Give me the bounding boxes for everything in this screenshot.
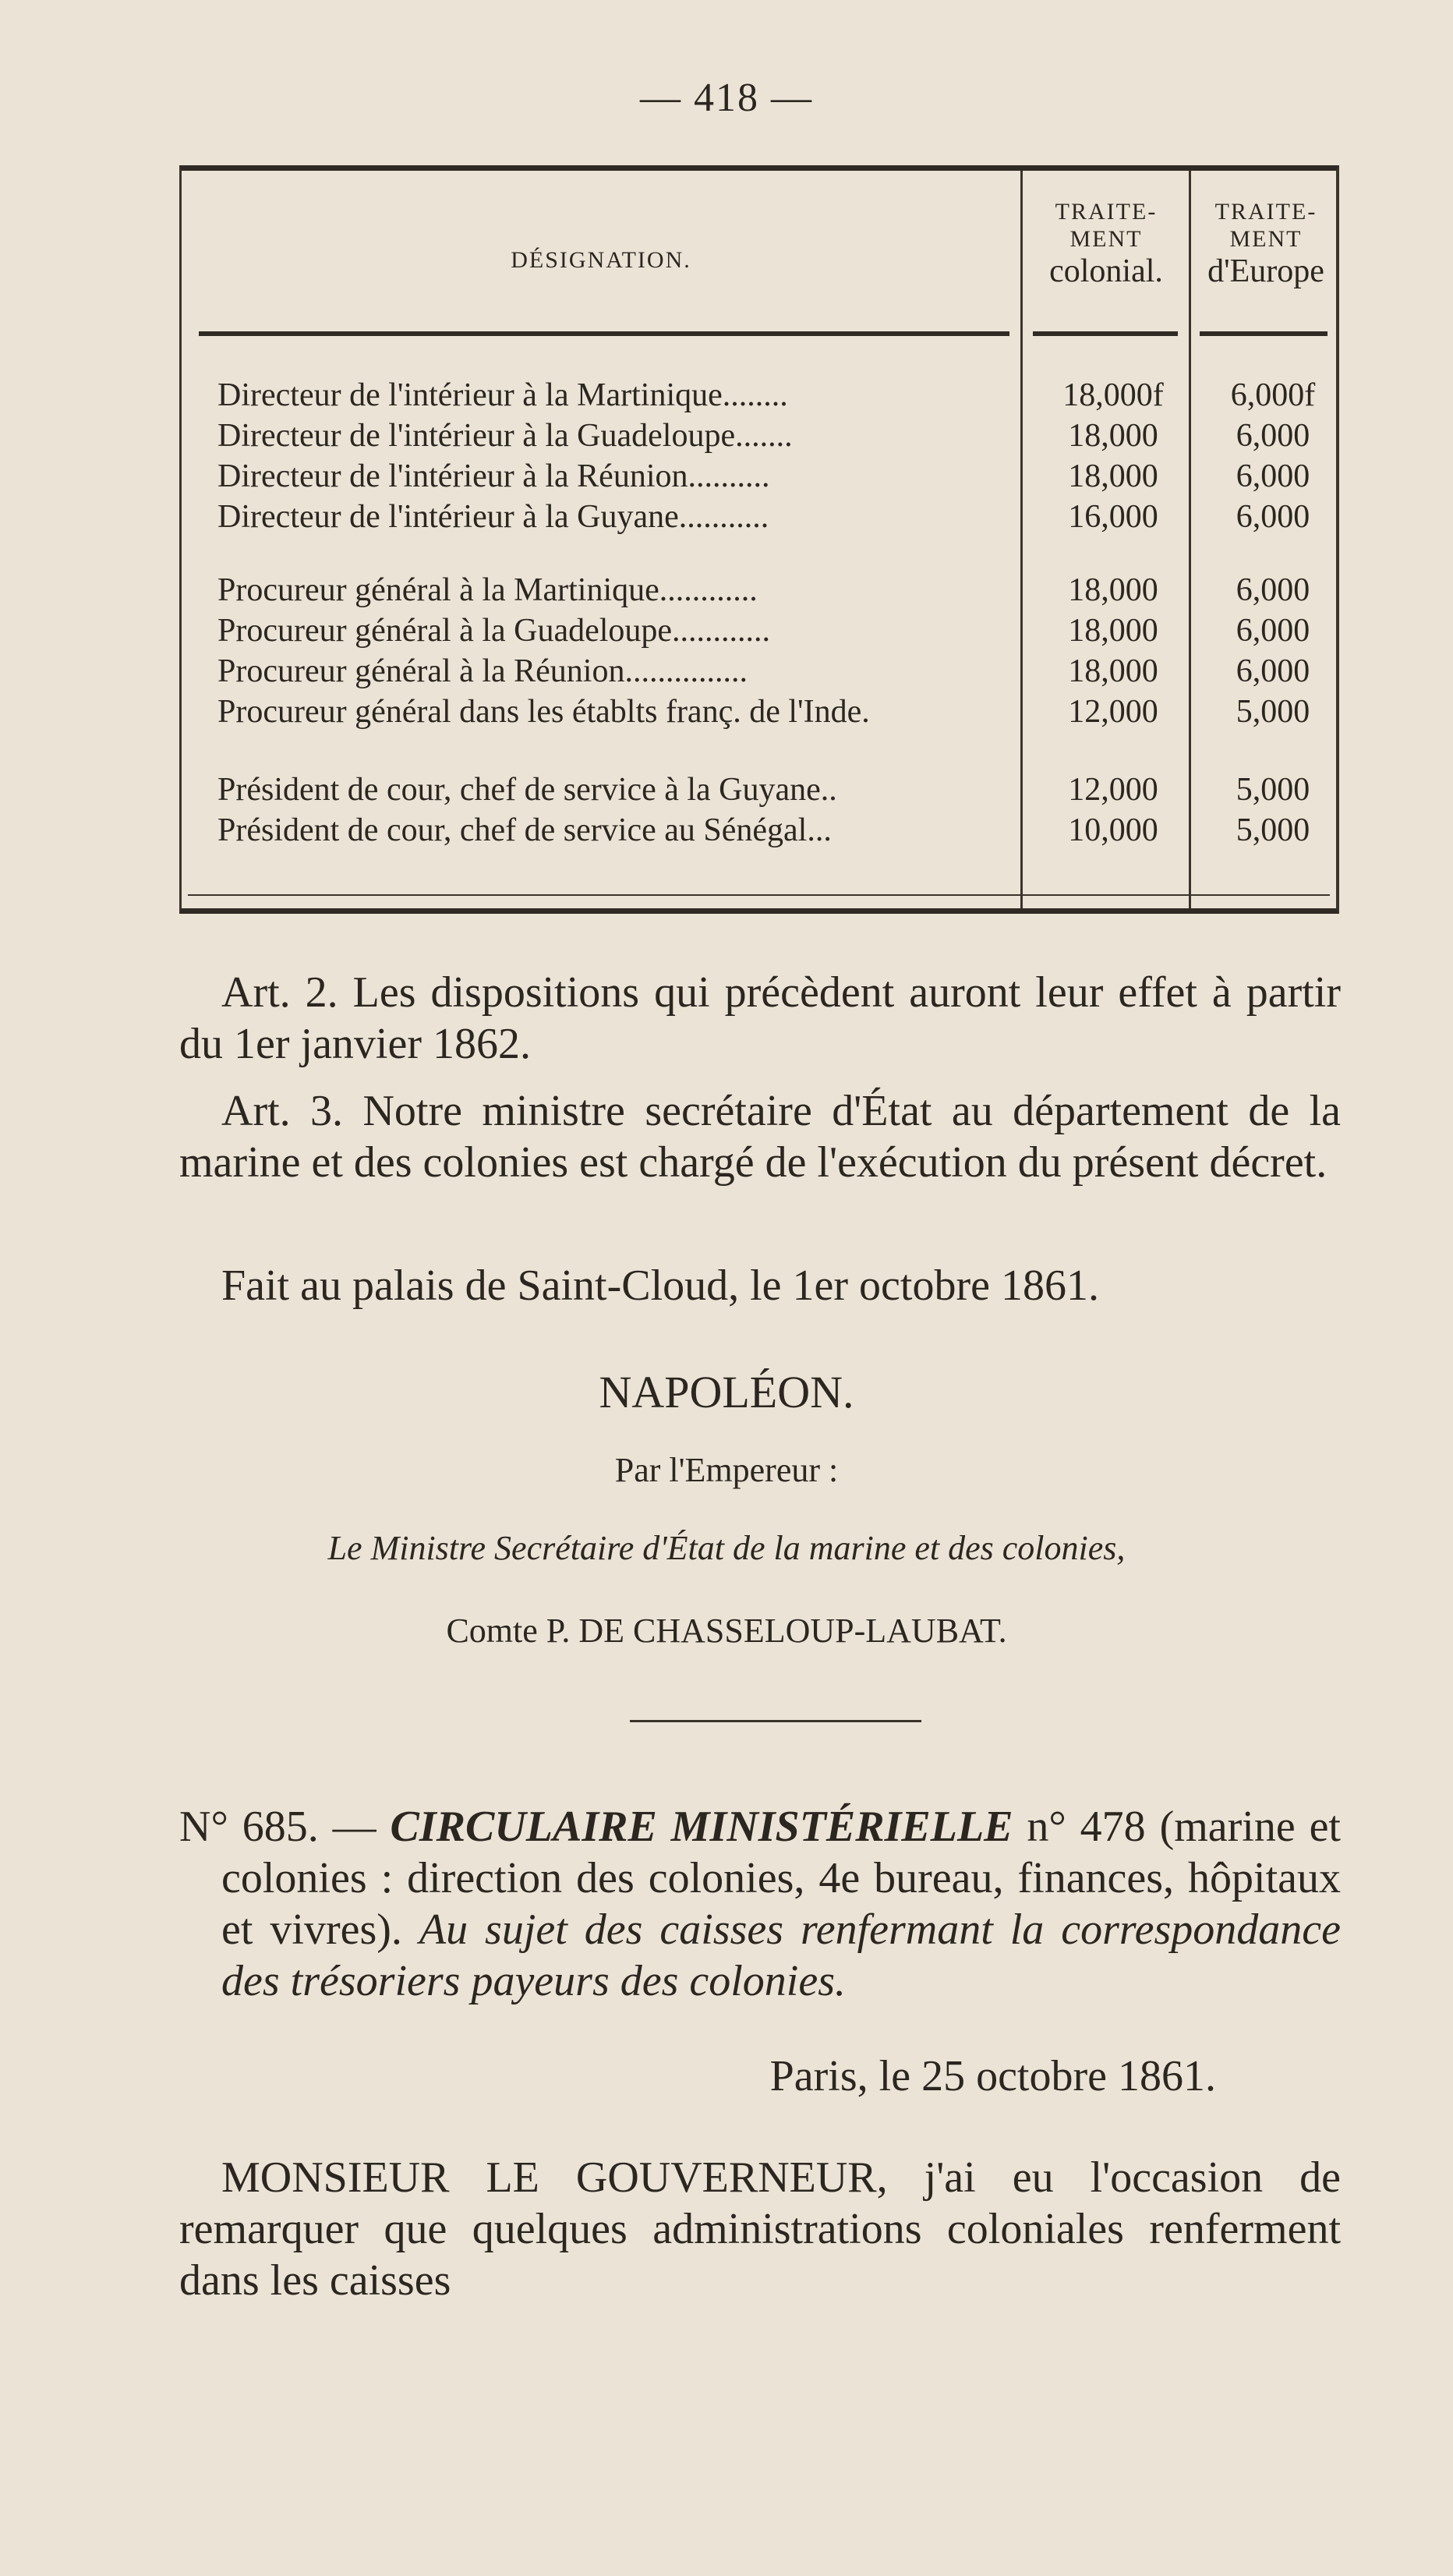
ministre-title: Le Ministre Secrétaire d'État de la marine et des colonies, [327,1529,1126,1567]
ministre-name: Comte P. DE CHASSELOUP-LAUBAT. [446,1612,1007,1650]
table-bottom-rule [188,894,1330,896]
circulaire-heading [179,1801,1341,2007]
table-row: Directeur de l'intérieur à la Guyane........... 16,000 6,000 [217,499,1310,535]
fait-au-palais: Fait au palais de Saint-Cloud, le 1er octobre 1861. [221,1261,1099,1310]
table-row: Directeur de l'intérieur à la Réunion.......... 18,000 6,000 [217,458,1310,494]
table-row: Directeur de l'intérieur à la Guadeloupe....... 18,000 6,000 [217,418,1310,454]
header-rule [1200,331,1327,336]
table-row: Procureur général à la Réunion............... 18,000 6,000 [217,653,1310,689]
article-3: Art. 3. Notre ministre secrétaire d'État au département de la marine et des colonies est chargé de l'exécution du présent décret. [179,1087,1341,1187]
circulaire-ref: n° 478 (marine et colonies : direction des colonies, 4e bureau, finances, hôpitaux et vivres). [221,1803,1341,1954]
salary-table [179,165,1339,914]
header-rule [1033,331,1178,336]
table-row: Président de cour, chef de service au Sénégal... 10,000 5,000 [217,812,1310,848]
circulaire-title: CIRCULAIRE MINISTÉRIELLE [390,1803,1013,1851]
place-date: Paris, le 25 octobre 1861. [769,2052,1216,2100]
table-row: Procureur général dans les établts franç. de l'Inde. 12,000 5,000 [217,694,1310,730]
table-row: Procureur général à la Guadeloupe............ 18,000 6,000 [217,613,1310,649]
signature-napoleon: NAPOLÉON. [599,1367,854,1417]
letter-opening: MONSIEUR LE GOUVERNEUR, j'ai eu l'occasion de remarquer que quelques administrations coloniales renferment dans les caisses [179,2153,1341,2305]
header-traitement-colonial: TRAITE- MENT colonial. [1049,199,1163,289]
separator-rule [630,1720,921,1722]
table-row: Procureur général à la Martinique............ 18,000 6,000 [217,572,1310,608]
circulaire-number: N° 685. — [179,1803,377,1851]
header-traitement-europe: TRAITE- MENT d'Europe [1207,199,1324,289]
table-row: Directeur de l'intérieur à la Martinique........ 18,000f 6,000f [217,377,1316,413]
article-2: Art. 2. Les dispositions qui précèdent auront leur effet à partir du 1er janvier 1862. [179,968,1341,1068]
page-number: — 418 — [640,76,813,120]
circulaire-subject: Au sujet des caisses renfermant la correspondance des trésoriers payeurs des colonies. [221,1905,1341,2005]
par-l-empereur: Par l'Empereur : [614,1451,839,1489]
table-row: Président de cour, chef de service à la Guyane.. 12,000 5,000 [217,772,1310,808]
header-designation: DÉSIGNATION. [511,247,691,273]
header-rule [199,331,1009,336]
